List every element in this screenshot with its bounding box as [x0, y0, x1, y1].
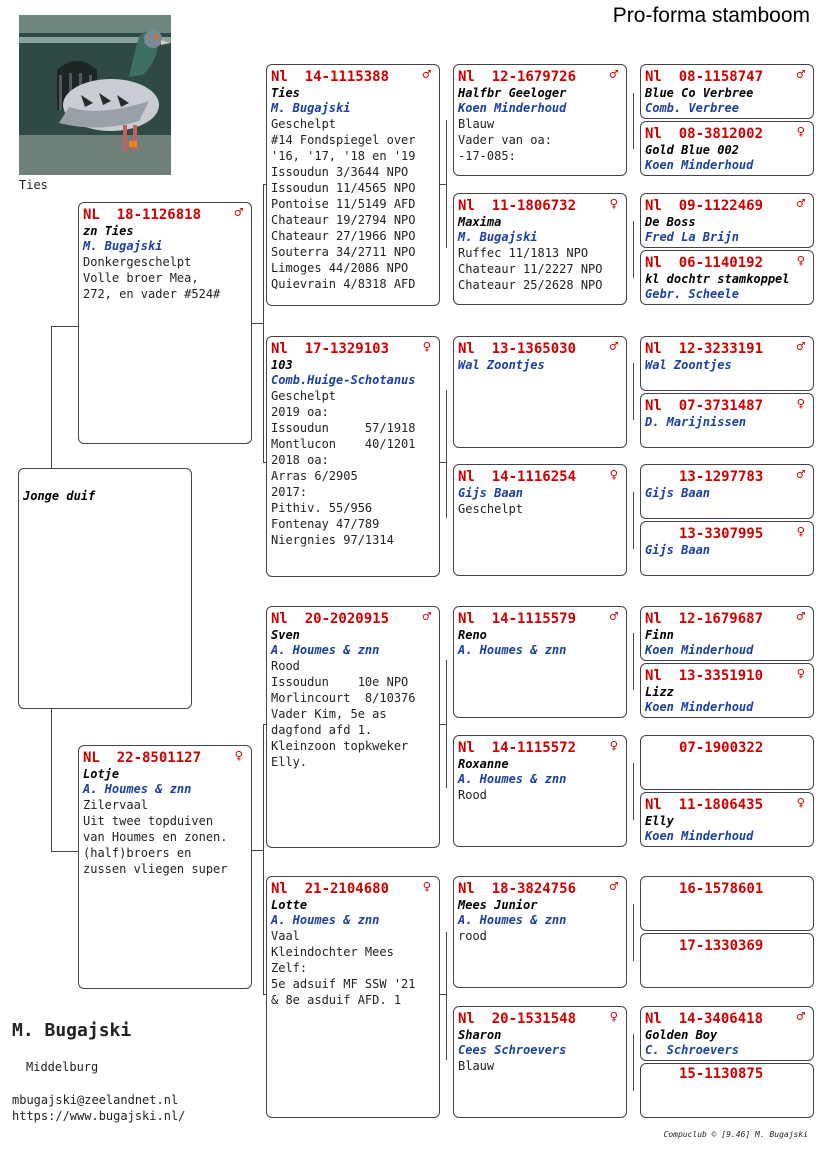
male-icon: ♂: [234, 205, 243, 221]
ring-number: Nl 08-3812002: [645, 126, 764, 142]
male-icon: ♂: [609, 879, 618, 895]
info-line: Zelf:: [271, 961, 308, 975]
subject-box: [18, 468, 192, 709]
male-icon: ♂: [796, 339, 805, 355]
info-line: 5e adsuif MF SSW '21: [271, 977, 416, 991]
breeder-name: A. Houmes & znn: [458, 772, 567, 786]
subject-label: Jonge duif: [23, 489, 96, 503]
pigeon-name: Sven: [271, 628, 300, 642]
male-icon: ♂: [422, 609, 431, 625]
ring-number: Nl 12-3233191: [645, 341, 764, 357]
info-line: Kleindochter Mees: [271, 945, 394, 959]
page-title: Pro-forma stamboom: [612, 4, 810, 27]
grandparent-box: [266, 336, 440, 577]
ring-number: Nl 17-1329103: [271, 341, 390, 357]
info-line: Vader Kim, 5e as: [271, 707, 387, 721]
great-grandparent-box: [453, 1006, 627, 1118]
connector: [633, 492, 634, 549]
ring-number: Nl 09-1122469: [645, 198, 764, 214]
info-line: Vaal: [271, 929, 300, 943]
female-icon: ♀: [609, 196, 618, 212]
breeder-name: Gijs Baan: [645, 486, 711, 500]
info-line: Zilervaal: [83, 798, 149, 812]
ring-number: 13-3307995: [679, 526, 764, 542]
breeder-name: A. Houmes & znn: [83, 782, 192, 796]
ring-number: Nl 14-1115388: [271, 69, 390, 85]
great-grandparent-box: [453, 336, 627, 448]
male-icon: ♂: [796, 467, 805, 483]
female-icon: ♀: [422, 339, 431, 355]
ring-number: Nl 08-1158747: [645, 69, 764, 85]
info-line: Pontoise 11/5149 AFD: [271, 197, 416, 211]
connector: [439, 994, 446, 995]
male-icon: ♂: [796, 1009, 805, 1025]
pigeon-name: kl dochtr stamkoppel: [645, 272, 790, 286]
male-icon: ♂: [422, 67, 431, 83]
great-grandparent-box: [453, 193, 627, 305]
connector: [633, 1034, 634, 1091]
male-icon: ♂: [796, 196, 805, 212]
female-icon: ♀: [234, 748, 243, 764]
connector: [51, 326, 52, 469]
connector: [633, 633, 634, 690]
ring-number: NL 22-8501127: [83, 750, 202, 766]
ring-number: Nl 07-3731487: [645, 398, 764, 414]
female-icon: ♀: [796, 396, 805, 412]
parent-father-box: [78, 202, 252, 444]
ring-number: Nl 11-1806435: [645, 797, 764, 813]
breeder-name: D. Marijnissen: [645, 415, 747, 429]
info-line: Limoges 44/2086 NPO: [271, 261, 409, 275]
breeder-name: A. Houmes & znn: [458, 913, 567, 927]
pigeon-name: Lotje: [83, 767, 120, 781]
connector: [446, 660, 447, 788]
connector: [446, 932, 447, 1060]
ring-number: Nl 12-1679726: [458, 69, 577, 85]
info-line: Issoudun 3/3644 NPO: [271, 165, 409, 179]
connector: [439, 462, 446, 463]
breeder-name: Comb. Verbree: [645, 101, 739, 115]
connector: [446, 390, 447, 518]
ancestor-box: [640, 735, 814, 790]
ancestor-box: [640, 250, 814, 305]
ancestor-box: [640, 792, 814, 847]
info-line: van Houmes en zonen.: [83, 830, 228, 844]
connector: [51, 326, 79, 327]
pigeon-name: Elly: [645, 814, 674, 828]
breeder-name: Gijs Baan: [458, 486, 524, 500]
info-line: rood: [458, 929, 487, 943]
pigeon-name: Finn: [645, 628, 674, 642]
grandparent-box: [266, 64, 440, 306]
connector: [633, 93, 634, 149]
breeder-name: Koen Minderhoud: [458, 101, 567, 115]
info-line: 2019 oa:: [271, 405, 329, 419]
info-line: 2017:: [271, 485, 308, 499]
connector: [263, 184, 264, 462]
connector: [439, 724, 446, 725]
pigeon-name: Lotte: [271, 898, 308, 912]
ancestor-box: [640, 933, 814, 988]
ring-number: 17-1330369: [679, 938, 764, 954]
info-line: Ruffec 11/1813 NPO: [458, 246, 589, 260]
connector: [633, 763, 634, 820]
ancestor-box: [640, 521, 814, 576]
info-line: Issoudun 57/1918: [271, 421, 416, 435]
ring-number: 13-1297783: [679, 469, 764, 485]
breeder-name: Gebr. Scheele: [645, 287, 739, 301]
breeder-name: Koen Minderhoud: [645, 700, 754, 714]
pigeon-name: zn Ties: [83, 224, 134, 238]
great-grandparent-box: [453, 876, 627, 988]
ring-number: Nl 20-1531548: [458, 1011, 577, 1027]
parent-mother-box: [78, 745, 252, 989]
pigeon-name: Lizz: [645, 685, 674, 699]
info-line: Morlincourt 8/10376: [271, 691, 416, 705]
info-line: Niergnies 97/1314: [271, 533, 394, 547]
pigeon-name: Blue Co Verbree: [645, 86, 754, 100]
male-icon: ♂: [609, 339, 618, 355]
ring-number: 07-1900322: [679, 740, 764, 756]
info-line: 2018 oa:: [271, 453, 329, 467]
ring-number: 15-1130875: [679, 1066, 764, 1082]
breeder-name: C. Schroevers: [645, 1043, 739, 1057]
info-line: & 8e asduif AFD. 1: [271, 993, 402, 1007]
pigeon-name: Mees Junior: [458, 898, 538, 912]
pigeon-name: Maxima: [458, 215, 502, 229]
connector: [263, 724, 264, 994]
info-line: Montlucon 40/1201: [271, 437, 416, 451]
connector: [51, 708, 52, 851]
pigeon-name: Ties: [271, 86, 300, 100]
info-line: Rood: [458, 788, 487, 802]
ancestor-box: [640, 1063, 814, 1118]
connector: [633, 904, 634, 961]
ring-number: Nl 14-1115579: [458, 611, 577, 627]
info-line: Quievrain 4/8318 AFD: [271, 277, 416, 291]
connector: [439, 184, 446, 185]
info-line: Donkergeschelpt: [83, 255, 192, 269]
ring-number: Nl 14-3406418: [645, 1011, 764, 1027]
info-line: Elly.: [271, 755, 308, 769]
pigeon-name: Halfbr Geeloger: [458, 86, 567, 100]
info-line: Chateaur 27/1966 NPO: [271, 229, 416, 243]
ring-number: 16-1578601: [679, 881, 764, 897]
male-icon: ♂: [609, 609, 618, 625]
great-grandparent-box: [453, 464, 627, 576]
pigeon-name: 103: [271, 358, 293, 372]
info-line: (half)broers en: [83, 846, 192, 860]
great-grandparent-box: [453, 64, 627, 176]
info-line: Kleinzoon topkweker: [271, 739, 409, 753]
breeder-name: A. Houmes & znn: [271, 913, 380, 927]
info-line: Fontenay 47/789: [271, 517, 380, 531]
breeder-name: Comb.Huige-Schotanus: [271, 373, 416, 387]
ring-number: Nl 13-1365030: [458, 341, 577, 357]
male-icon: ♂: [796, 67, 805, 83]
info-line: dagfond afd 1.: [271, 723, 373, 737]
owner-city: Middelburg: [26, 1060, 99, 1074]
breeder-name: Koen Minderhoud: [645, 643, 754, 657]
breeder-name: Koen Minderhoud: [645, 158, 754, 172]
info-line: Chateaur 25/2628 NPO: [458, 278, 603, 292]
connector: [633, 363, 634, 420]
ring-number: Nl 14-1116254: [458, 469, 577, 485]
pigeon-name: De Boss: [645, 215, 696, 229]
ancestor-box: [640, 393, 814, 448]
pigeon-photo: [19, 15, 171, 175]
female-icon: ♀: [796, 124, 805, 140]
info-line: Chateaur 19/2794 NPO: [271, 213, 416, 227]
connector: [251, 850, 263, 851]
info-line: '16, '17, '18 en '19: [271, 149, 416, 163]
info-line: Geschelpt: [271, 117, 337, 131]
ancestor-box: [640, 336, 814, 391]
owner-name: M. Bugajski: [12, 1020, 132, 1041]
info-line: Blauw: [458, 1059, 495, 1073]
breeder-name: M. Bugajski: [271, 101, 351, 115]
breeder-name: A. Houmes & znn: [458, 643, 567, 657]
ancestor-box: [640, 876, 814, 931]
female-icon: ♀: [796, 253, 805, 269]
grandparent-box: [266, 876, 440, 1118]
photo-caption: Ties: [19, 178, 48, 192]
info-line: Chateaur 11/2227 NPO: [458, 262, 603, 276]
info-line: Issoudun 10e NPO: [271, 675, 409, 689]
connector: [633, 221, 634, 278]
breeder-name: A. Houmes & znn: [271, 643, 380, 657]
footer-credit: Compuclub © [9.46] M. Bugajski: [663, 1130, 808, 1139]
info-line: Blauw: [458, 117, 495, 131]
ancestor-box: [640, 193, 814, 248]
connector: [251, 323, 263, 324]
info-line: Volle broer Mea,: [83, 271, 199, 285]
male-icon: ♂: [609, 67, 618, 83]
breeder-name: Gijs Baan: [645, 543, 711, 557]
info-line: Souterra 34/2711 NPO: [271, 245, 416, 259]
female-icon: ♀: [796, 524, 805, 540]
connector: [51, 851, 79, 852]
breeder-name: Cees Schroevers: [458, 1043, 567, 1057]
ring-number: NL 18-1126818: [83, 207, 202, 223]
ancestor-box: [640, 464, 814, 519]
pigeon-name: Reno: [458, 628, 487, 642]
breeder-name: Fred La Brijn: [645, 230, 739, 244]
ring-number: Nl 12-1679687: [645, 611, 764, 627]
female-icon: ♀: [796, 666, 805, 682]
info-line: Geschelpt: [271, 389, 337, 403]
info-line: Vader van oa:: [458, 133, 552, 147]
ancestor-box: [640, 64, 814, 119]
info-line: Arras 6/2905: [271, 469, 358, 483]
info-line: Pithiv. 55/956: [271, 501, 373, 515]
great-grandparent-box: [453, 606, 627, 718]
owner-url[interactable]: https://www.bugajski.nl/: [12, 1109, 186, 1123]
ancestor-box: [640, 121, 814, 176]
connector: [446, 120, 447, 248]
breeder-name: Wal Zoontjes: [645, 358, 732, 372]
info-line: Uit twee topduiven: [83, 814, 214, 828]
great-grandparent-box: [453, 735, 627, 847]
info-line: Rood: [271, 659, 300, 673]
female-icon: ♀: [422, 879, 431, 895]
info-line: Geschelpt: [458, 502, 524, 516]
pigeon-name: Sharon: [458, 1028, 502, 1042]
ring-number: Nl 21-2104680: [271, 881, 390, 897]
info-line: Issoudun 11/4565 NPO: [271, 181, 416, 195]
ancestor-box: [640, 606, 814, 661]
grandparent-box: [266, 606, 440, 848]
breeder-name: M. Bugajski: [458, 230, 538, 244]
female-icon: ♀: [609, 467, 618, 483]
ring-number: Nl 11-1806732: [458, 198, 577, 214]
breeder-name: M. Bugajski: [83, 239, 163, 253]
ring-number: Nl 13-3351910: [645, 668, 764, 684]
pigeon-name: Roxanne: [458, 757, 509, 771]
female-icon: ♀: [609, 1009, 618, 1025]
owner-email[interactable]: mbugajski@zeelandnet.nl: [12, 1093, 179, 1107]
info-line: -17-085:: [458, 149, 516, 163]
pigeon-name: Gold Blue 002: [645, 143, 739, 157]
ring-number: Nl 14-1115572: [458, 740, 577, 756]
pigeon-name: Golden Boy: [645, 1028, 718, 1042]
ancestor-box: [640, 663, 814, 718]
ring-number: Nl 06-1140192: [645, 255, 764, 271]
female-icon: ♀: [609, 738, 618, 754]
info-line: zussen vliegen super: [83, 862, 228, 876]
ancestor-box: [640, 1006, 814, 1061]
breeder-name: Wal Zoontjes: [458, 358, 545, 372]
ring-number: Nl 18-3824756: [458, 881, 577, 897]
ring-number: Nl 20-2020915: [271, 611, 390, 627]
female-icon: ♀: [796, 795, 805, 811]
breeder-name: Koen Minderhoud: [645, 829, 754, 843]
info-line: #14 Fondspiegel over: [271, 133, 416, 147]
male-icon: ♂: [796, 609, 805, 625]
info-line: 272, en vader #524#: [83, 287, 221, 301]
